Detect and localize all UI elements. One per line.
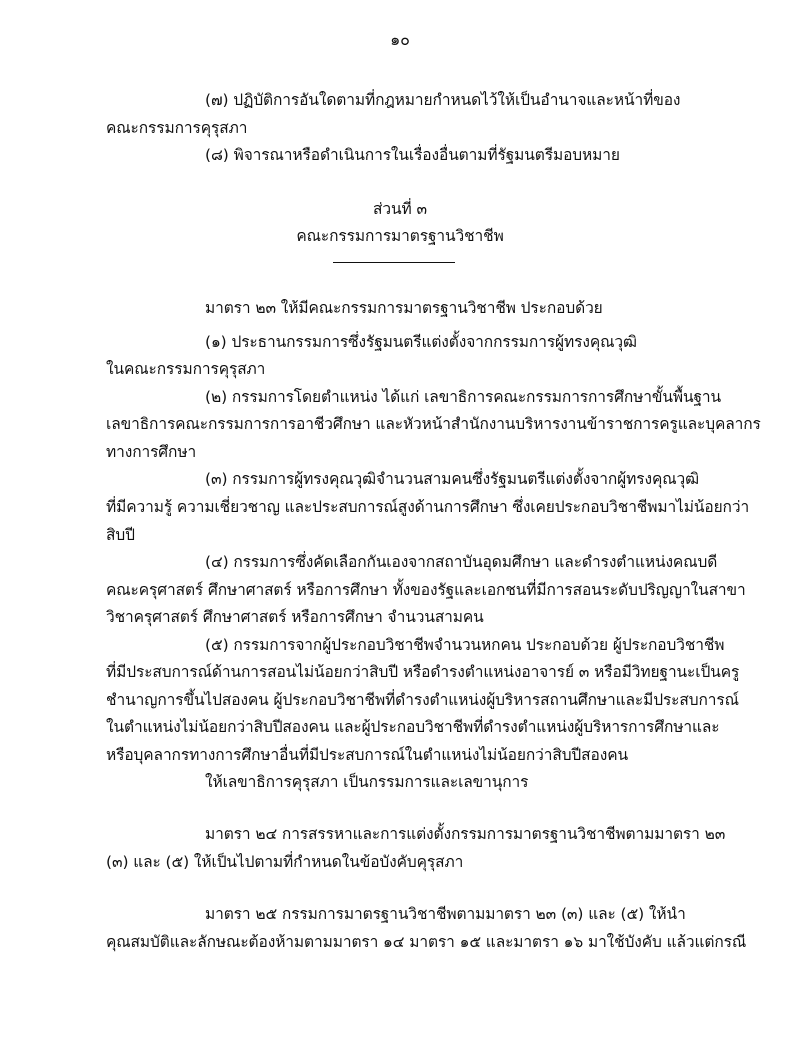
paragraph-line: (๓) และ (๕) ให้เป็นไปตามที่กำหนดในข้อบังคับคุรุสภา: [106, 853, 464, 871]
paragraph-line: ที่มีความรู้ ความเชี่ยวชาญ และประสบการณ์สูงด้านการศึกษา ซึ่งเคยประกอบวิชาชีพมาไม่น้อยกว่า: [106, 498, 750, 516]
page-number: ๑๐: [390, 30, 410, 49]
paragraph-line: วิชาครุศาสตร์ ศึกษาศาสตร์ หรือการศึกษา จำนวนสามคน: [106, 608, 484, 626]
section-23-lead: มาตรา ๒๓ ให้มีคณะกรรมการมาตรฐานวิชาชีพ ประกอบด้วย: [205, 299, 603, 317]
paragraph-line: (๕) กรรมการจากผู้ประกอบวิชาชีพจำนวนหกคน ประกอบด้วย ผู้ประกอบวิชาชีพ: [205, 636, 725, 654]
heading-divider: [333, 262, 455, 263]
paragraph-line: (๘) พิจารณาหรือดำเนินการในเรื่องอื่นตามที่รัฐมนตรีมอบหมาย: [205, 146, 620, 164]
paragraph-line: ให้เลขาธิการคุรุสภา เป็นกรรมการและเลขานุการ: [205, 773, 529, 791]
paragraph-line: คณะครุศาสตร์ ศึกษาศาสตร์ หรือการศึกษา ทั้งของรัฐและเอกชนที่มีการสอนระดับปริญญาในสาขา: [106, 581, 746, 599]
paragraph-line: ที่มีประสบการณ์ด้านการสอนไม่น้อยกว่าสิบปี หรือดำรงตำแหน่งอาจารย์ ๓ หรือมีวิทยฐานะเป็นครู: [106, 663, 740, 681]
section-24-lead: มาตรา ๒๔ การสรรหาและการแต่งตั้งกรรมการมาตรฐานวิชาชีพตามมาตรา ๒๓: [205, 825, 726, 843]
section-title: คณะกรรมการมาตรฐานวิชาชีพ: [296, 227, 504, 245]
paragraph-line: ในตำแหน่งไม่น้อยกว่าสิบปีสองคน และผู้ประกอบวิชาชีพที่ดำรงตำแหน่งผู้บริหารการศึกษาและ: [106, 718, 720, 736]
paragraph-line: สิบปี: [106, 526, 135, 544]
section-25-lead: มาตรา ๒๕ กรรมการมาตรฐานวิชาชีพตามมาตรา ๒๓ (๓) และ (๕) ให้นำ: [205, 905, 686, 923]
paragraph-line: เลขาธิการคณะกรรมการการอาชีวศึกษา และหัวหน้าสำนักงานบริหารงานข้าราชการครูและบุคลากร: [106, 415, 761, 433]
paragraph-line: ชำนาญการขึ้นไปสองคน ผู้ประกอบวิชาชีพที่ดำรงตำแหน่งผู้บริหารสถานศึกษาและมีประสบการณ์: [106, 691, 739, 709]
paragraph-line: คุณสมบัติและลักษณะต้องห้ามตามมาตรา ๑๔ มาตรา ๑๕ และมาตรา ๑๖ มาใช้บังคับ แล้วแต่กรณี: [106, 933, 747, 951]
section-part-heading: ส่วนที่ ๓: [373, 200, 427, 218]
paragraph-line: (๗) ปฏิบัติการอันใดตามที่กฎหมายกำหนดไว้ให้เป็นอำนาจและหน้าที่ของ: [205, 91, 681, 109]
paragraph-line: ทางการศึกษา: [106, 443, 197, 461]
paragraph-line: ในคณะกรรมการคุรุสภา: [106, 360, 266, 378]
paragraph-line: (๒) กรรมการโดยตำแหน่ง ได้แก่ เลขาธิการคณะกรรมการการศึกษาขั้นพื้นฐาน: [205, 388, 722, 406]
paragraph-line: หรือบุคลากรทางการศึกษาอื่นที่มีประสบการณ์ในตำแหน่งไม่น้อยกว่าสิบปีสองคน: [106, 746, 628, 764]
paragraph-line: (๔) กรรมการซึ่งคัดเลือกกันเองจากสถาบันอุดมศึกษา และดำรงตำแหน่งคณบดี: [205, 553, 718, 571]
paragraph-line: คณะกรรมการคุรุสภา: [106, 119, 248, 137]
paragraph-line: (๓) กรรมการผู้ทรงคุณวุฒิจำนวนสามคนซึ่งรัฐมนตรีแต่งตั้งจากผู้ทรงคุณวุฒิ: [205, 470, 700, 488]
paragraph-line: (๑) ประธานกรรมการซึ่งรัฐมนตรีแต่งตั้งจากกรรมการผู้ทรงคุณวุฒิ: [205, 333, 637, 351]
